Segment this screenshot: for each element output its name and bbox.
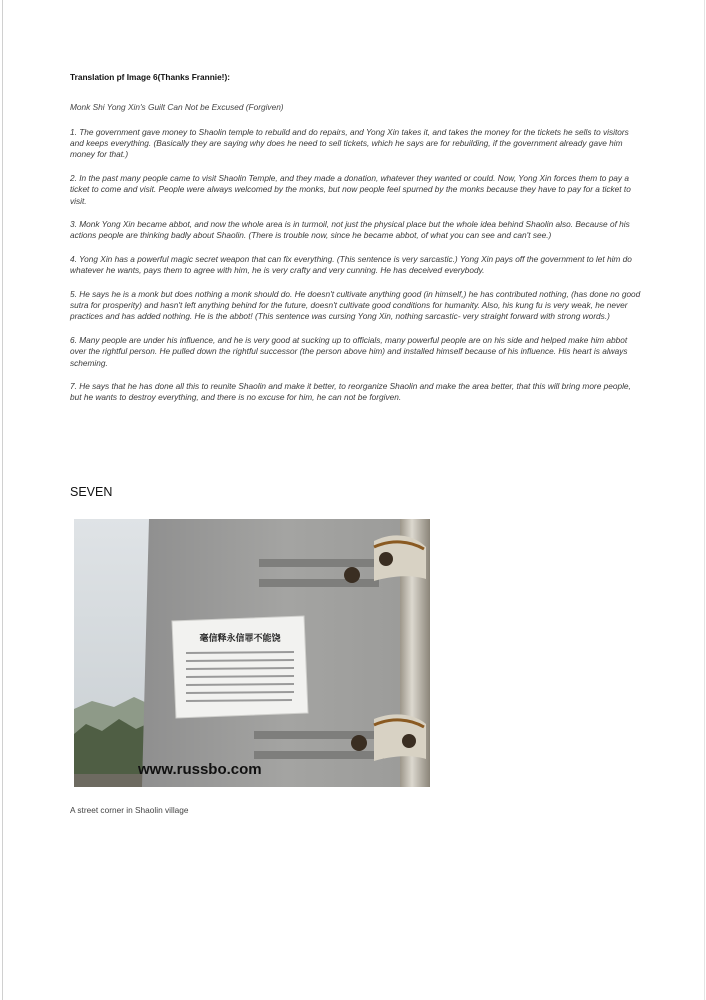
posted-notice xyxy=(172,616,308,718)
metal-bracket-top xyxy=(259,559,379,567)
metal-bracket-top-lower xyxy=(259,579,379,587)
paragraph-6: 6. Many people are under his influence, and he is very good at sucking up to officials, many powerful people are on his side and helped make him abbot over the rightful person. He pulled down the rightful successor (the person above him) and installed himself because of his influence. His heart is always scheming. xyxy=(70,335,628,368)
notice-title: 毫信释永信罪不能饶 xyxy=(199,633,281,643)
street-corner-photo xyxy=(74,519,430,787)
paragraph-7: 7. He says that he has done all this to reunite Shaolin and make it better, to reorganize Shaolin and make the area better, that this will bring more people, but he wants to destroy everything, and there is no excuse for him, he can not be forgiven. xyxy=(70,381,631,403)
bolt xyxy=(344,567,360,583)
photo-illustration xyxy=(74,519,430,787)
section-title: SEVEN xyxy=(70,485,113,499)
bolt xyxy=(402,734,416,748)
photo-watermark: www.russbo.com xyxy=(138,761,262,778)
bolt xyxy=(351,735,367,751)
paragraph-5: 5. He says he is a monk but does nothing a monk should do. He doesn't cultivate anything good (in himself,) he has contributed nothing, (has done no good sutra for prosperity) and hasn't left anything behind for the future, doesn't cultivate good conditions for humanity. Also, his kung fu is very weak, he never practices and has added nothing. He is the abbot! (This sentence was cursing Yong Xin, nothing sarcastic- very straight forward with strong words.) xyxy=(70,289,641,322)
page-border-right xyxy=(704,0,705,1000)
document-heading: Translation pf Image 6(Thanks Frannie!): xyxy=(70,72,230,82)
photo-caption: A street corner in Shaolin village xyxy=(70,805,189,815)
paragraph-3: 3. Monk Yong Xin became abbot, and now the whole area is in turmoil, not just the physical place but the whole idea behind Shaolin also. Because of his actions people are thinking badly about Shaolin. (There is trouble now, since he became abbot, of what you can see and can't see.) xyxy=(70,219,630,241)
paragraph-4: 4. Yong Xin has a powerful magic secret weapon that can fix everything. (This sentence is very sarcastic.) Yong Xin pays off the government to let him do whatever he wants, pays them to agree with him, he is very crafty and very cunning. He has deceived everybody. xyxy=(70,254,632,276)
page-border-left xyxy=(2,0,3,1000)
paragraph-1: 1. The government gave money to Shaolin temple to rebuild and do repairs, and Yong Xin takes it, and takes the money for the tickets he sells to visitors and keeps everything. (Basically they are saying why does he need to sell tickets, which he says are for rebuilding, if the government already gave him money for that.) xyxy=(70,127,629,160)
metal-bracket-bottom-lower xyxy=(254,751,384,759)
paragraph-2: 2. In the past many people came to visit Shaolin Temple, and they made a donation, whatever they wanted or could. Now, Yong Xin forces them to pay a ticket to come and visit. People were always welcomed by the monks, but now people feel spurned by the monks because they have to pay for a ticket to visit. xyxy=(70,173,631,206)
translation-title: Monk Shi Yong Xin's Guilt Can Not be Excused (Forgiven) xyxy=(70,102,284,112)
document-body xyxy=(70,72,642,416)
bolt xyxy=(379,552,393,566)
